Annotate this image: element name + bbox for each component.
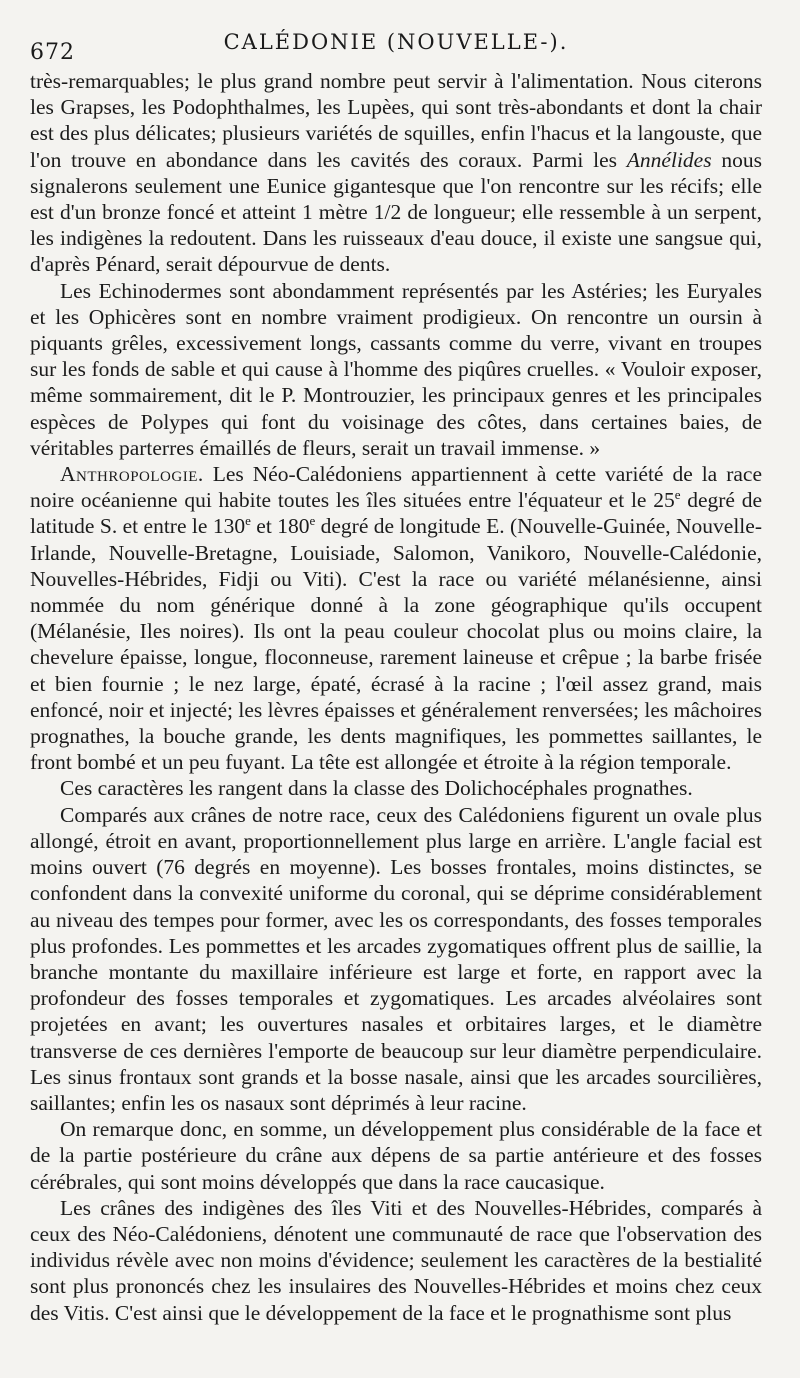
text-run: On remarque donc, en somme, un développement plus considérable de la face et de la partie postérieure du crâne aux dépens de sa partie antérieure et des fosses cérébrales, qui sont moins développés que dans la race caucasique.: [30, 1117, 762, 1194]
paragraph: [30, 278, 762, 461]
page-header: [30, 18, 762, 68]
ordinal-superscript: e: [309, 513, 316, 529]
text-run: Les crânes des indigènes des îles Viti et des Nouvelles-Hébrides, comparés à ceux des Néo-Calédoniens, dénotent une communauté de race que l'observation des individus révèle avec non moins d'évidence; seulement les caractères de la bestialité sont plus prononcés chez les insulaires des Nouvelles-Hébrides et moins chez ceux des Vitis. C'est ainsi que le développement de la face et le prognathisme sont plus: [30, 1195, 762, 1325]
paragraph: [30, 775, 762, 801]
italic-term: Annélides: [626, 147, 712, 172]
text-run: Ces caractères les rangent dans la classe des Dolichocéphales prognathes.: [60, 776, 693, 801]
text-run: nous signalerons seulement une Eunice gigantesque que l'on rencontre sur les récifs; elle est d'un bronze foncé et atteint 1 mètre 1/2 de longueur; elle ressemble à un serpent, les indigènes la redoutent. Dans les ruisseaux d'eau douce, il existe une sangsue qui, d'après Pénard, serait dépourvue de dents.: [30, 147, 762, 277]
text-run: très-remarquables; le plus grand nombre peut servir à l'alimentation. Nous citerons les Grapses, les Podophthalmes, les Lupèes, qui sont très-abondants et dont la chair est des plus délicates; plusieurs variétés de squilles, enfin l'hacus et la langouste, que l'on trouve en abondance dans les cavités des coraux. Parmi les: [30, 69, 762, 172]
text-run: Les Néo-Calédoniens appartiennent à cette variété de la race noire océanienne qui habite toutes les îles situées entre l'équateur et le 25: [30, 462, 762, 513]
paragraph: [30, 68, 762, 278]
body-text: [30, 68, 762, 1326]
text-run: degré de longitude E. (Nouvelle-Guinée, Nouvelle-Irlande, Nouvelle-Bretagne, Louisiade, Salomon, Vanikoro, Nouvelle-Calédonie, Nouvelles-Hébrides, Fidji ou Viti). C'est la race ou variété mélanésienne, ainsi nommée du nom générique donné à la zone géographique qu'ils occupent (Mélanésie, Iles noires). Ils ont la peau couleur chocolat plus ou moins claire, la chevelure épaisse, longue, floconneuse, rarement laineuse et crêpue ; la barbe frisée et bien fournie ; le nez large, épaté, écrasé à la racine ; l'œil assez grand, mais enfoncé, noir et injecté; les lèvres épaisses et généralement renversées; les mâchoires prognathes, la bouche grande, les dents magnifiques, les pommettes saillantes, le front bombé et un peu fuyant. La tête est allongée et étroite à la région temporale.: [30, 514, 762, 775]
ordinal-superscript: e: [245, 513, 251, 529]
text-run: degré de latitude S. et entre le 130: [30, 488, 762, 539]
text-run: Les Echinodermes sont abondamment représentés par les Astéries; les Euryales et les Ophicères sont en nombre vraiment prodigieux. On rencontre un oursin à piquants grêles, excessivement longs, cassants comme du verre, vivant en troupes sur les fonds de sable et qui cause à l'homme des piqûres cruelles. « Vouloir exposer, même sommairement, dit le P. Montrouzier, les principaux genres et les principales espèces de Polypes qui font du voisinage des côtes, dans certaines baies, de véritables parterres émaillés de fleurs, serait un travail immense. »: [30, 278, 762, 460]
paragraph: [30, 802, 762, 1116]
running-title: CALÉDONIE (NOUVELLE-).: [223, 30, 569, 54]
text-run: et 180: [250, 514, 310, 539]
ordinal-superscript: e: [674, 487, 681, 503]
paragraph: [30, 461, 762, 775]
page-number: 672: [30, 40, 75, 65]
section-heading: Anthropologie.: [60, 462, 204, 487]
paragraph: [30, 1116, 762, 1195]
text-run: Comparés aux crânes de notre race, ceux des Calédoniens figurent un ovale plus allongé, étroit en avant, proportionnellement plus large en arrière. L'angle facial est moins ouvert (76 degrés en moyenne). Les bosses frontales, moins distinctes, se confondent dans la convexité uniforme du coronal, qui se déprime considérablement au niveau des tempes pour former, avec les os correspondants, des fosses temporales plus profondes. Les pommettes et les arcades zygomatiques offrent plus de saillie, la branche montante du maxillaire inférieure est large et forte, en rapport avec la profondeur des fosses temporales et zygomatiques. Les arcades alvéolaires sont projetées en avant; les ouvertures nasales et orbitaires larges, et le diamètre transverse de ces dernières l'emporte de beaucoup sur leur diamètre perpendiculaire. Les sinus frontaux sont grands et la bosse nasale, ainsi que les arcades sourcilières, saillantes; enfin les os nasaux sont déprimés à leur racine.: [30, 802, 762, 1115]
paragraph: [30, 1195, 762, 1326]
